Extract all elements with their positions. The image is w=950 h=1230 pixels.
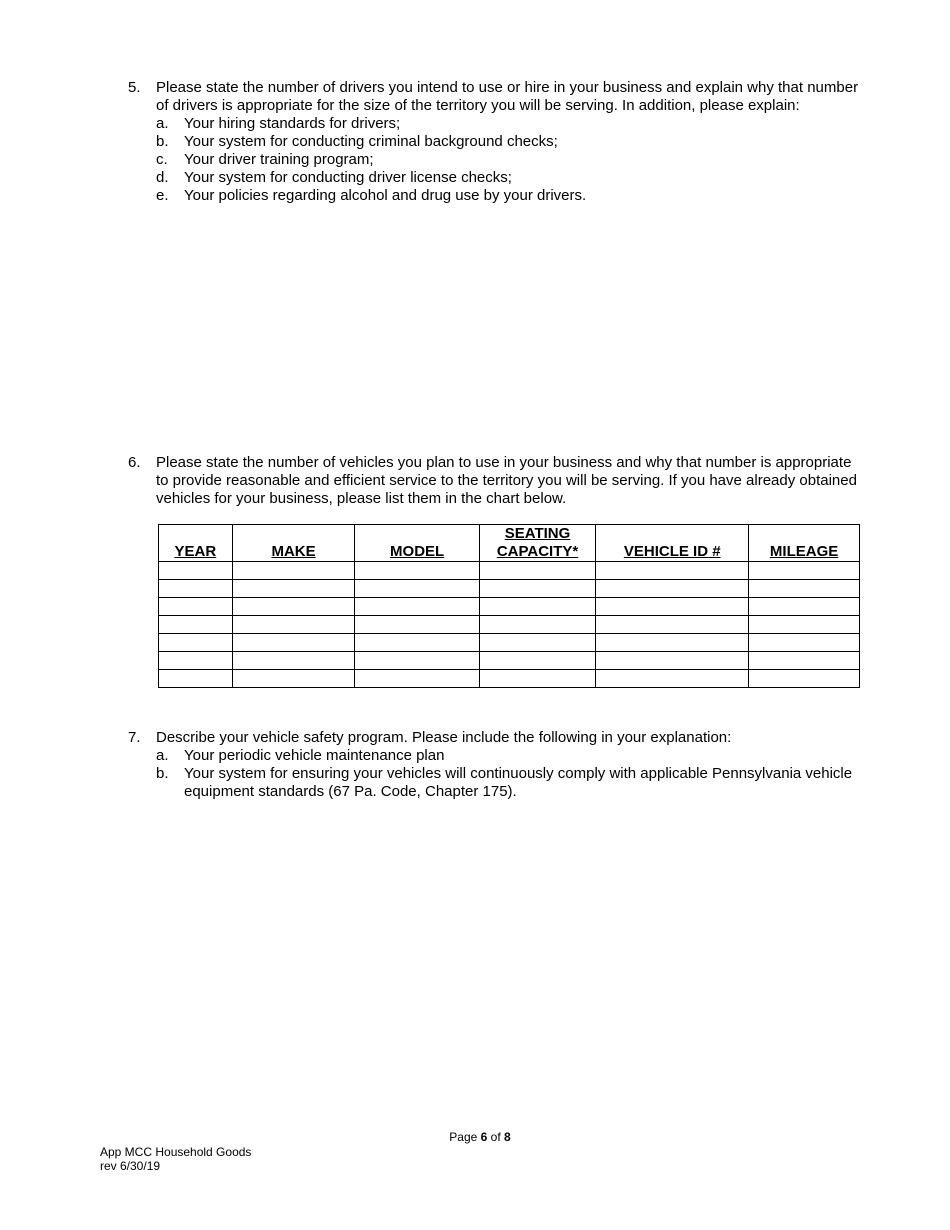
cell-vehicle-id[interactable] xyxy=(596,562,749,580)
header-model: MODEL xyxy=(355,525,479,562)
cell-model[interactable] xyxy=(355,670,479,688)
list-item-letter: c. xyxy=(156,151,168,168)
cell-make[interactable] xyxy=(232,562,355,580)
table-row xyxy=(159,652,860,670)
list-item-text: Your periodic vehicle maintenance plan xyxy=(184,747,445,764)
cell-vehicle-id[interactable] xyxy=(596,634,749,652)
cell-seating-capacity[interactable] xyxy=(479,580,595,598)
cell-make[interactable] xyxy=(232,616,355,634)
form-revision: rev 6/30/19 xyxy=(100,1159,161,1173)
cell-model[interactable] xyxy=(355,616,479,634)
list-item-text: Your system for conducting driver license checks; xyxy=(184,169,512,186)
cell-vehicle-id[interactable] xyxy=(596,580,749,598)
page-total: 8 xyxy=(504,1130,511,1144)
cell-mileage[interactable] xyxy=(749,580,860,598)
cell-mileage[interactable] xyxy=(749,598,860,616)
page-of: of xyxy=(487,1130,505,1144)
cell-year[interactable] xyxy=(159,670,233,688)
list-item-letter: d. xyxy=(156,169,169,186)
cell-make[interactable] xyxy=(232,670,355,688)
header-seating-line1: SEATING xyxy=(504,525,571,542)
cell-make[interactable] xyxy=(232,652,355,670)
list-item xyxy=(156,133,860,151)
header-seating-line2: CAPACITY* xyxy=(496,543,579,560)
cell-seating-capacity[interactable] xyxy=(479,652,595,670)
cell-year[interactable] xyxy=(159,634,233,652)
header-mileage: MILEAGE xyxy=(749,525,860,562)
question-text: Please state the number of vehicles you plan to use in your business and why that number is appropriate to provide reasonable and efficient service to the territory you will be serving. If you have already obtained vehicles for your business, please list them in the chart below. xyxy=(156,454,857,507)
list-item-letter: b. xyxy=(156,133,169,150)
cell-seating-capacity[interactable] xyxy=(479,562,595,580)
list-item xyxy=(156,115,860,133)
list-item xyxy=(156,765,860,801)
cell-mileage[interactable] xyxy=(749,616,860,634)
question-text: Please state the number of drivers you intend to use or hire in your business and explain why that number of drivers is appropriate for the size of the territory you will be serving. In addition, please explain: xyxy=(156,79,859,114)
list-item-text: Your system for ensuring your vehicles will continuously comply with applicable Pennsylvania vehicle equipment standards (67 Pa. Code, Chapter 175). xyxy=(184,765,853,800)
header-seating-capacity xyxy=(479,525,595,562)
question-5 xyxy=(128,79,860,205)
cell-seating-capacity[interactable] xyxy=(479,616,595,634)
cell-year[interactable] xyxy=(159,652,233,670)
question-number: 7. xyxy=(128,729,141,746)
cell-vehicle-id[interactable] xyxy=(596,616,749,634)
cell-year[interactable] xyxy=(159,562,233,580)
header-vehicle-id: VEHICLE ID # xyxy=(596,525,749,562)
form-footer xyxy=(100,1145,251,1173)
list-item xyxy=(156,151,860,169)
cell-model[interactable] xyxy=(355,634,479,652)
cell-year[interactable] xyxy=(159,598,233,616)
sub-item-list xyxy=(128,747,860,801)
table-row xyxy=(159,634,860,652)
list-item-text: Your driver training program; xyxy=(184,151,374,168)
list-item-letter: b. xyxy=(156,765,169,782)
cell-mileage[interactable] xyxy=(749,562,860,580)
list-item-letter: a. xyxy=(156,115,169,132)
list-item xyxy=(156,747,860,765)
question-6 xyxy=(128,454,860,508)
list-item-text: Your system for conducting criminal background checks; xyxy=(184,133,558,150)
cell-make[interactable] xyxy=(232,634,355,652)
question-number: 5. xyxy=(128,79,141,96)
cell-seating-capacity[interactable] xyxy=(479,598,595,616)
table-row xyxy=(159,670,860,688)
question-7 xyxy=(128,729,860,801)
page-prefix: Page xyxy=(449,1130,481,1144)
list-item xyxy=(156,169,860,187)
list-item xyxy=(156,187,860,205)
form-name: App MCC Household Goods xyxy=(100,1145,252,1159)
list-item-text: Your policies regarding alcohol and drug use by your drivers. xyxy=(184,187,587,204)
cell-model[interactable] xyxy=(355,652,479,670)
sub-item-list xyxy=(128,115,860,205)
cell-model[interactable] xyxy=(355,598,479,616)
cell-model[interactable] xyxy=(355,562,479,580)
header-year: YEAR xyxy=(159,525,233,562)
page-number xyxy=(0,1130,950,1144)
cell-model[interactable] xyxy=(355,580,479,598)
table-row xyxy=(159,616,860,634)
cell-seating-capacity[interactable] xyxy=(479,634,595,652)
page-current: 6 xyxy=(480,1130,488,1144)
cell-mileage[interactable] xyxy=(749,670,860,688)
list-item-text: Your hiring standards for drivers; xyxy=(184,115,401,132)
cell-make[interactable] xyxy=(232,580,355,598)
header-make: MAKE xyxy=(232,525,355,562)
vehicle-table xyxy=(158,524,860,688)
question-text: Describe your vehicle safety program. Please include the following in your explanation: xyxy=(156,729,732,746)
list-item-letter: a. xyxy=(156,747,169,764)
cell-year[interactable] xyxy=(159,616,233,634)
cell-seating-capacity[interactable] xyxy=(479,670,595,688)
cell-vehicle-id[interactable] xyxy=(596,598,749,616)
list-item-letter: e. xyxy=(156,187,169,204)
question-number: 6. xyxy=(128,454,141,471)
table-row xyxy=(159,598,860,616)
cell-vehicle-id[interactable] xyxy=(596,652,749,670)
cell-make[interactable] xyxy=(232,598,355,616)
cell-year[interactable] xyxy=(159,580,233,598)
table-row xyxy=(159,562,860,580)
cell-vehicle-id[interactable] xyxy=(596,670,749,688)
cell-mileage[interactable] xyxy=(749,634,860,652)
table-header-row xyxy=(159,525,860,562)
cell-mileage[interactable] xyxy=(749,652,860,670)
table-row xyxy=(159,580,860,598)
